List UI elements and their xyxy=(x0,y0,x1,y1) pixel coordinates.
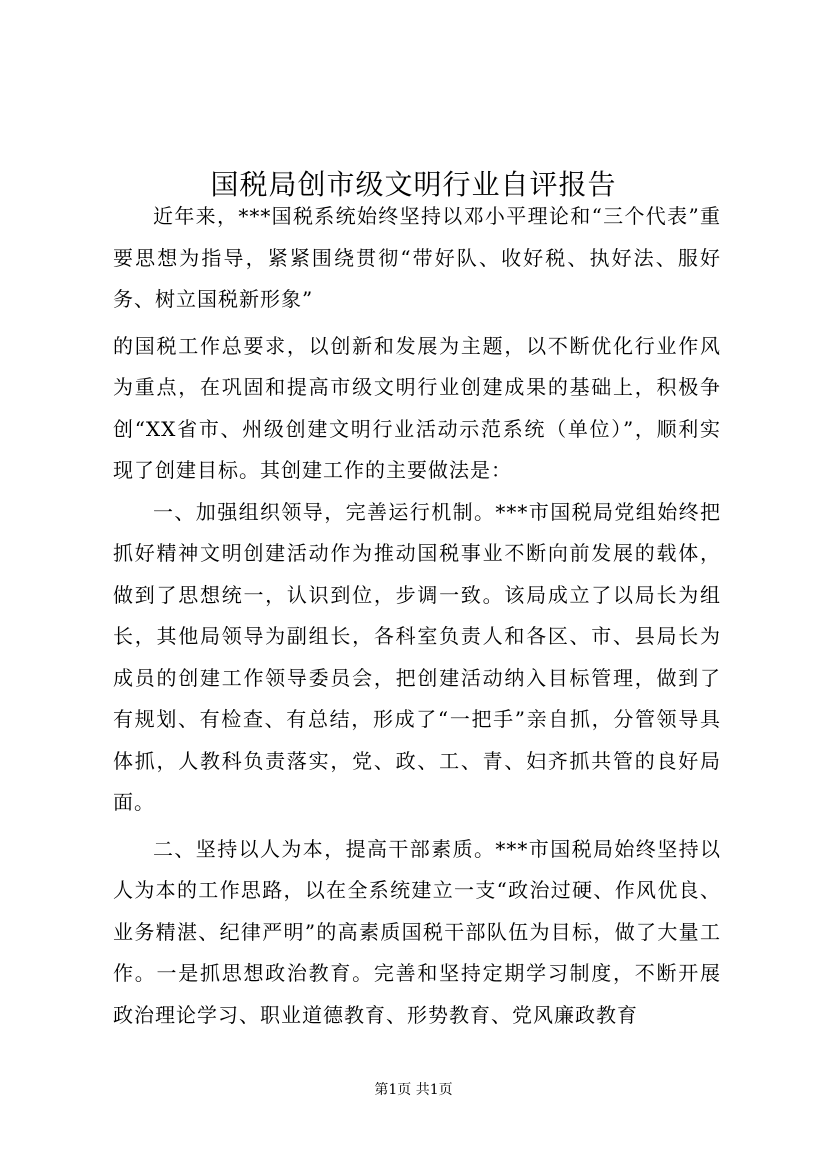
document-body xyxy=(113,196,721,1036)
page-number-footer: 第1页 共1页 xyxy=(374,1082,453,1098)
paragraph-section-one: 一、加强组织领导，完善运行机制。***市国税局党组始终把抓好精神文明创建活动作为推动国税事业不断向前发展的载体，做到了思想统一，认识到位，步调一致。该局成立了以局长为组长，其他局领导为副组长，各科室负责人和各区、市、县局长为成员的创建工作领导委员会，把创建活动纳入目标管理，做到了有规划、有检查、有总结，形成了“一把手”亲自抓，分管领导具体抓，人教科负责落实，党、政、工、青、妇齐抓共管的良好局面。 xyxy=(113,499,721,814)
document-title: 国税局创市级文明行业自评报告 xyxy=(210,167,617,201)
paragraph-requirements: 的国税工作总要求，以创新和发展为主题，以不断优化行业作风为重点，在巩固和提高市级文明行业创建成果的基础上，积极争创“XX省市、州级创建文明行业活动示范系统（单位）”，顺利实现了创建目标。其创建工作的主要做法是： xyxy=(113,333,721,482)
paragraph-section-two: 二、坚持以人为本，提高干部素质。***市国税局始终坚持以人为本的工作思路，以在全系统建立一支“政治过硬、作风优良、业务精湛、纪律严明”的高素质国税干部队伍为目标，做了大量工作。一是抓思想政治教育。完善和坚持定期学习制度，不断开展政治理论学习、职业道德教育、形势教育、党风廉政教育 xyxy=(113,836,721,1027)
paragraph-intro: 近年来，***国税系统始终坚持以邓小平理论和“三个代表”重要思想为指导，紧紧围绕贯彻“带好队、收好税、执好法、服好务、树立国税新形象” xyxy=(113,204,721,311)
